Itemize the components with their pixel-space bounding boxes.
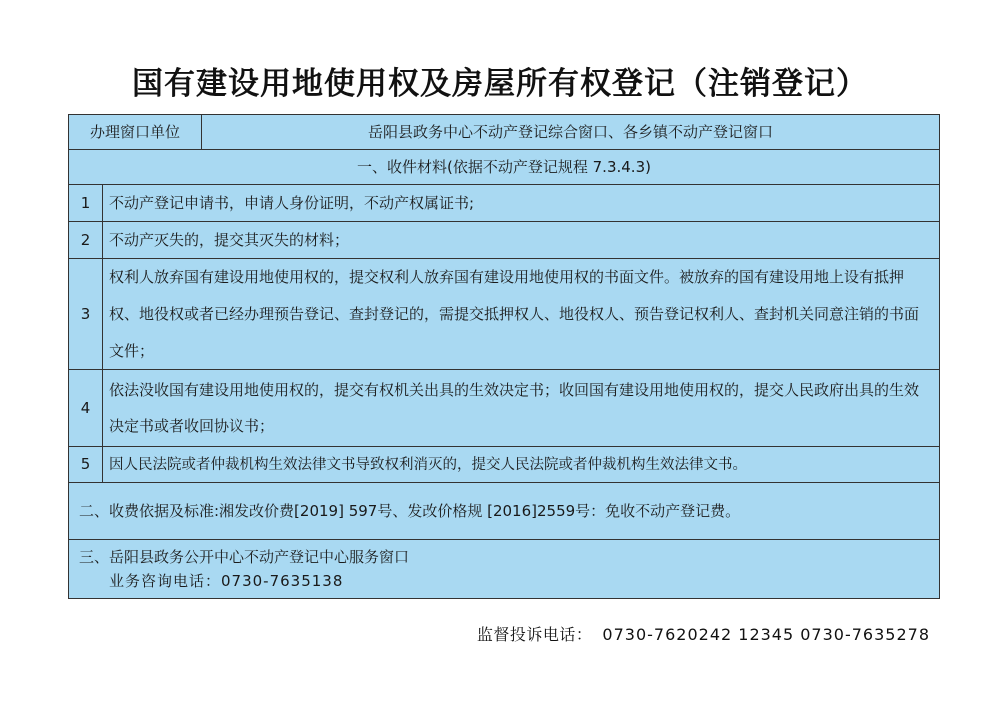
section1-heading-row — [69, 150, 940, 185]
office-row — [69, 115, 940, 150]
material-number: 4 — [69, 370, 103, 447]
office-label: 办理窗口单位 — [69, 115, 202, 150]
supervision-numbers: 0730-7620242 12345 0730-7635278 — [602, 625, 930, 644]
material-number: 1 — [69, 185, 103, 222]
section1-heading: 一、收件材料(依据不动产登记规程 7.3.4.3) — [69, 150, 940, 185]
registration-form-table — [68, 114, 940, 599]
material-row — [69, 185, 940, 222]
service-window-title: 三、岳阳县政务公开中心不动产登记中心服务窗口 — [79, 548, 410, 567]
material-text: 权利人放弃国有建设用地使用权的，提交权利人放弃国有建设用地使用权的书面文件。被放弃的国有建设用地上设有抵押权、地役权或者已经办理预告登记、查封登记的，需提交抵押权人、地役权人、预告登记权利人、查封机关同意注销的书面文件； — [103, 259, 940, 370]
material-text: 不动产登记申请书，申请人身份证明，不动产权属证书; — [103, 185, 940, 222]
material-number: 3 — [69, 259, 103, 370]
material-text: 不动产灭失的，提交其灭失的材料； — [103, 222, 940, 259]
material-text: 依法没收国有建设用地使用权的，提交有权机关出具的生效决定书；收回国有建设用地使用权的，提交人民政府出具的生效决定书或者收回协议书； — [103, 370, 940, 447]
material-text: 因人民法院或者仲裁机构生效法律文书导致权利消灭的，提交人民法院或者仲裁机构生效法律文书。 — [103, 447, 940, 483]
material-row — [69, 222, 940, 259]
fee-row — [69, 483, 940, 540]
material-row — [69, 447, 940, 483]
supervision-hotline — [477, 622, 930, 645]
material-row — [69, 259, 940, 370]
material-number: 2 — [69, 222, 103, 259]
office-value: 岳阳县政务中心不动产登记综合窗口、各乡镇不动产登记窗口 — [202, 115, 940, 150]
page-title: 国有建设用地使用权及房屋所有权登记（注销登记） — [132, 66, 868, 102]
material-row — [69, 370, 940, 447]
service-row — [69, 540, 940, 599]
fee-text: 二、收费依据及标准:湘发改价费[2019] 597号、发改价格规 [2016]2559号：免收不动产登记费。 — [69, 483, 940, 540]
material-number: 5 — [69, 447, 103, 483]
consult-phone: 业务咨询电话：0730-7635138 — [109, 572, 344, 591]
supervision-label: 监督投诉电话： — [476, 625, 593, 644]
service-window — [69, 540, 940, 599]
